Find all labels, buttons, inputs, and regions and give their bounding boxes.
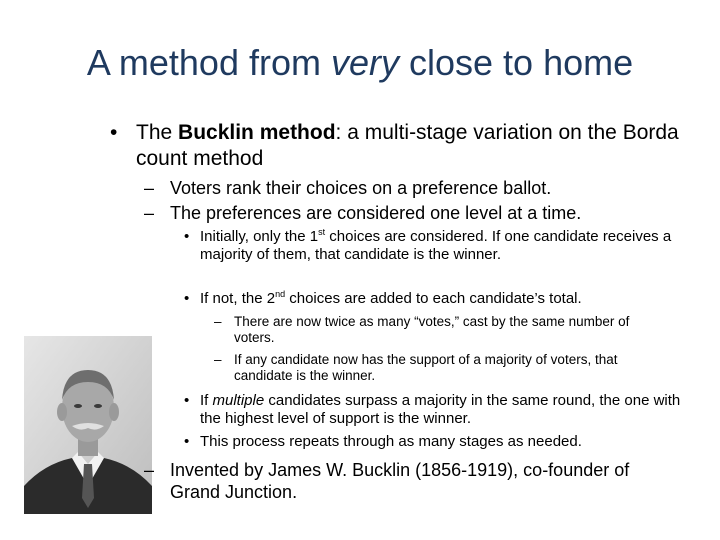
bullet-bucklin-text (136, 120, 690, 172)
point-initially (184, 228, 679, 264)
dot-marker: • (184, 392, 190, 409)
text-part: If (200, 392, 213, 409)
text-part: candidates surpass a majority in the same round, the one with the highest level of support is the winner. (200, 392, 681, 427)
detail-twice-votes (214, 314, 664, 346)
detail-text: There are now twice as many “votes,” cast by the same number of voters. (234, 314, 630, 345)
subbullet-text: The preferences are considered one level at a time. (170, 203, 582, 223)
text-part: Initially, only the 1 (200, 228, 319, 245)
portrait-icon (24, 336, 155, 514)
title-text-after: close to home (399, 42, 634, 83)
title-text-before: A method from (86, 42, 331, 83)
portrait-photo (24, 336, 155, 514)
subbullet-text: Invented by James W. Bucklin (1856-1919), co-founder of Grand Junction. (170, 460, 630, 502)
point-process-repeats (184, 433, 684, 451)
subbullet-text: Voters rank their choices on a preference ballot. (170, 178, 552, 198)
point-text (200, 228, 679, 264)
dash-marker: – (144, 178, 155, 198)
text-part: If not, the 2 (200, 290, 276, 307)
dash-marker: – (214, 352, 222, 367)
dash-marker: – (214, 314, 222, 329)
bullet-bucklin-method (110, 120, 690, 172)
title-emphasis: very (330, 42, 399, 83)
subbullet-voters-rank (144, 177, 704, 199)
dash-marker: – (144, 460, 155, 480)
text-part: choices are added to each candidate’s total. (285, 290, 582, 307)
bullet-marker: • (110, 121, 118, 144)
text-part: The (136, 121, 179, 144)
ordinal-superscript: nd (275, 289, 286, 299)
dash-marker: – (144, 203, 155, 223)
point-text (200, 392, 684, 428)
detail-any-candidate (214, 352, 674, 384)
point-multiple (184, 392, 684, 428)
detail-text: If any candidate now has the support of a majority of voters, that candidate is the winner. (234, 352, 618, 383)
ordinal-superscript: st (318, 227, 326, 237)
slide-title (0, 42, 720, 84)
text-part: : a multi-stage variation on the Borda count method (136, 121, 679, 170)
subbullet-invented-by (144, 459, 664, 503)
point-if-not (184, 290, 679, 308)
point-text (200, 290, 679, 308)
point-text: This process repeats through as many stages as needed. (200, 433, 582, 450)
dot-marker: • (184, 290, 190, 307)
dot-marker: • (184, 228, 190, 245)
subbullet-preferences (144, 202, 704, 224)
bold-term: Bucklin method (178, 121, 336, 144)
text-part: choices are considered. If one candidate receives a majority of them, that candidate is the winner. (200, 228, 672, 263)
italic-term: multiple (212, 392, 265, 409)
dot-marker: • (184, 433, 190, 450)
